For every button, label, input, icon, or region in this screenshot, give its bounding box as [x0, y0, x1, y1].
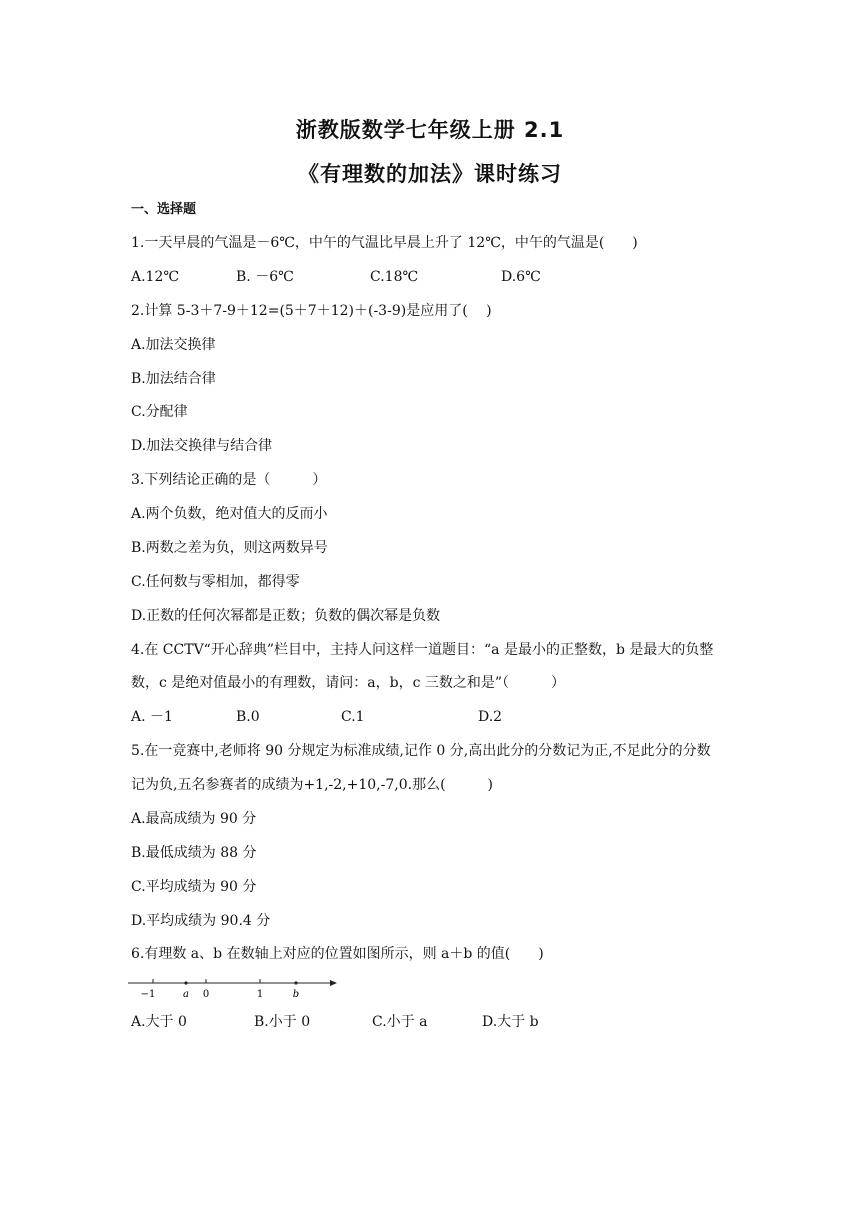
question-4-option-a: A. －1: [131, 709, 173, 725]
question-2-stem: 2.计算 5-3＋7-9＋12=(5＋7＋12)＋(-3-9)是应用了( ): [131, 303, 492, 319]
document-subtitle: 《有理数的加法》课时练习: [298, 162, 562, 186]
question-5-option-b: B.最低成绩为 88 分: [131, 845, 257, 861]
question-3-stem: 3.下列结论正确的是（ ）: [131, 472, 327, 488]
question-6-option-b: B.小于 0: [254, 1014, 311, 1030]
question-2-option-c: C.分配律: [131, 404, 188, 420]
question-3-option-a: A.两个负数，绝对值大的反而小: [131, 506, 328, 522]
question-6-option-c: C.小于 a: [372, 1014, 428, 1030]
number-line-arrow-icon: [330, 980, 337, 986]
question-5-option-d: D.平均成绩为 90.4 分: [131, 913, 271, 929]
question-1-option-a: A.12℃: [131, 269, 180, 285]
question-2-option-a: A.加法交换律: [131, 337, 216, 353]
question-3-option-c: C.任何数与零相加，都得零: [131, 574, 300, 590]
section-heading: 一、选择题: [131, 202, 197, 217]
question-1-option-c: C.18℃: [370, 269, 419, 285]
question-4-option-c: C.1: [341, 709, 365, 725]
question-2-option-d: D.加法交换律与结合律: [131, 438, 273, 454]
question-1-option-d: D.6℃: [501, 269, 541, 285]
question-6-stem: 6.有理数 a、b 在数轴上对应的位置如图所示，则 a＋b 的值( ): [131, 946, 544, 962]
question-6-option-d: D.大于 b: [482, 1014, 539, 1030]
label-b: b: [292, 989, 300, 1000]
question-5-option-c: C.平均成绩为 90 分: [131, 879, 257, 895]
question-4-stem-line1: 4.在 CCTV“开心辞典”栏目中，主持人问这样一道题目：“a 是最小的正整数，b 是最大的负整: [131, 642, 714, 658]
label-zero: 0: [202, 989, 210, 1000]
point-a: [184, 981, 187, 984]
question-4-option-d: D.2: [478, 709, 503, 725]
question-4-option-b: B.0: [236, 709, 260, 725]
question-2-option-b: B.加法结合律: [131, 371, 216, 387]
label-a: a: [183, 989, 189, 1000]
label-minus-one: −1: [140, 989, 156, 1000]
question-5-option-a: A.最高成绩为 90 分: [131, 811, 257, 827]
question-1-stem: 1.一天早晨的气温是－6℃，中午的气温比早晨上升了 12℃，中午的气温是( ): [131, 235, 638, 251]
question-5-stem-line1: 5.在一竞赛中,老师将 90 分规定为标准成绩,记作 0 分,高出此分的分数记为正,不足此分的分数: [131, 743, 711, 759]
question-4-stem-line2: 数，c 是绝对值最小的有理数，请问：a，b，c 三数之和是”（ ）: [131, 675, 566, 691]
document-title: 浙教版数学七年级上册 2.1: [295, 118, 565, 142]
question-1-option-b: B. －6℃: [236, 269, 294, 285]
question-5-stem-line2: 记为负,五名参赛者的成绩为+1,-2,+10,-7,0.那么( ): [131, 777, 493, 793]
label-one: 1: [256, 989, 264, 1000]
number-line-figure: [126, 974, 340, 1004]
question-3-option-b: B.两数之差为负，则这两数异号: [131, 540, 328, 556]
question-6-option-a: A.大于 0: [131, 1014, 187, 1030]
question-3-option-d: D.正数的任何次幂都是正数；负数的偶次幂是负数: [131, 608, 441, 624]
point-b: [294, 981, 297, 984]
